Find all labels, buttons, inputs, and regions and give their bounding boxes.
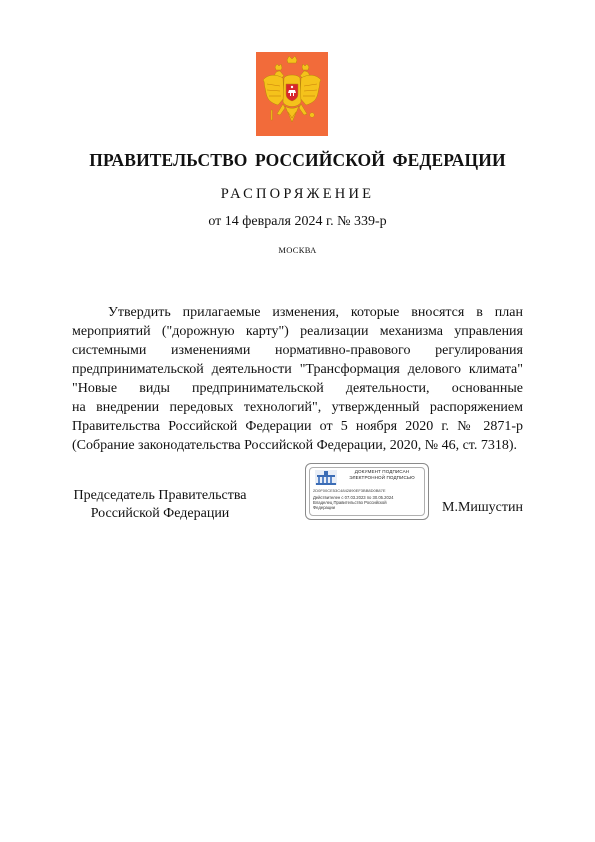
stamp-details xyxy=(313,495,425,511)
signatory-name: М.Мишустин xyxy=(442,500,523,515)
stamp-title xyxy=(338,469,426,481)
document-date-number: от 14 февраля 2024 г. № 339-р xyxy=(208,214,387,229)
signatory-position-line: Председатель Правительства xyxy=(73,488,247,503)
document-body xyxy=(72,303,523,455)
stamp-owner: Владелец Правительство Российской xyxy=(313,500,387,506)
signatory-position-line: Российской Федерации xyxy=(90,506,230,521)
document-type: РАСПОРЯЖЕНИЕ xyxy=(220,186,375,202)
government-title: ПРАВИТЕЛЬСТВО РОССИЙСКОЙ ФЕДЕРАЦИИ xyxy=(89,150,506,170)
body-line: (Собрание законодательства Российской Федерации, 2020, № 46, ст. 7318). xyxy=(72,438,518,453)
body-line: на внедрении передовых технологий", утвержденный распоряжением xyxy=(72,400,523,415)
document-city: МОСКВА xyxy=(278,245,317,255)
government-building-icon xyxy=(315,470,337,485)
body-line: системными изменениями нормативно-правового регулирования xyxy=(72,343,523,358)
double-headed-eagle-icon xyxy=(256,52,328,136)
body-line: "Новые виды предпринимательской деятельности, основанные xyxy=(72,381,523,396)
stamp-title-line: ЭЛЕКТРОННОЙ ПОДПИСЬЮ xyxy=(349,475,415,480)
coat-of-arms-emblem xyxy=(256,52,328,136)
stamp-validity: Действителен с 07.03.2023 по 30.05.2024 xyxy=(313,495,394,500)
stamp-title-line: ДОКУМЕНТ ПОДПИСАН xyxy=(354,469,410,474)
stamp-owner: Федерации xyxy=(313,505,335,511)
body-line: предпринимательской деятельности "Трансформация делового климата" xyxy=(72,362,523,377)
body-line: Утвердить прилагаемые изменения, которые вносятся в план xyxy=(108,305,523,320)
signatory-position xyxy=(72,487,248,523)
body-line: мероприятий ("дорожную карту") реализации механизма управления xyxy=(72,324,523,339)
body-line: Правительства Российской Федерации от 5 ноября 2020 г. № 2871-р xyxy=(72,419,523,434)
electronic-signature-stamp xyxy=(305,463,429,520)
stamp-certificate: 2D0F00CE53C4842890EF3BB8D0B87E xyxy=(313,488,386,493)
